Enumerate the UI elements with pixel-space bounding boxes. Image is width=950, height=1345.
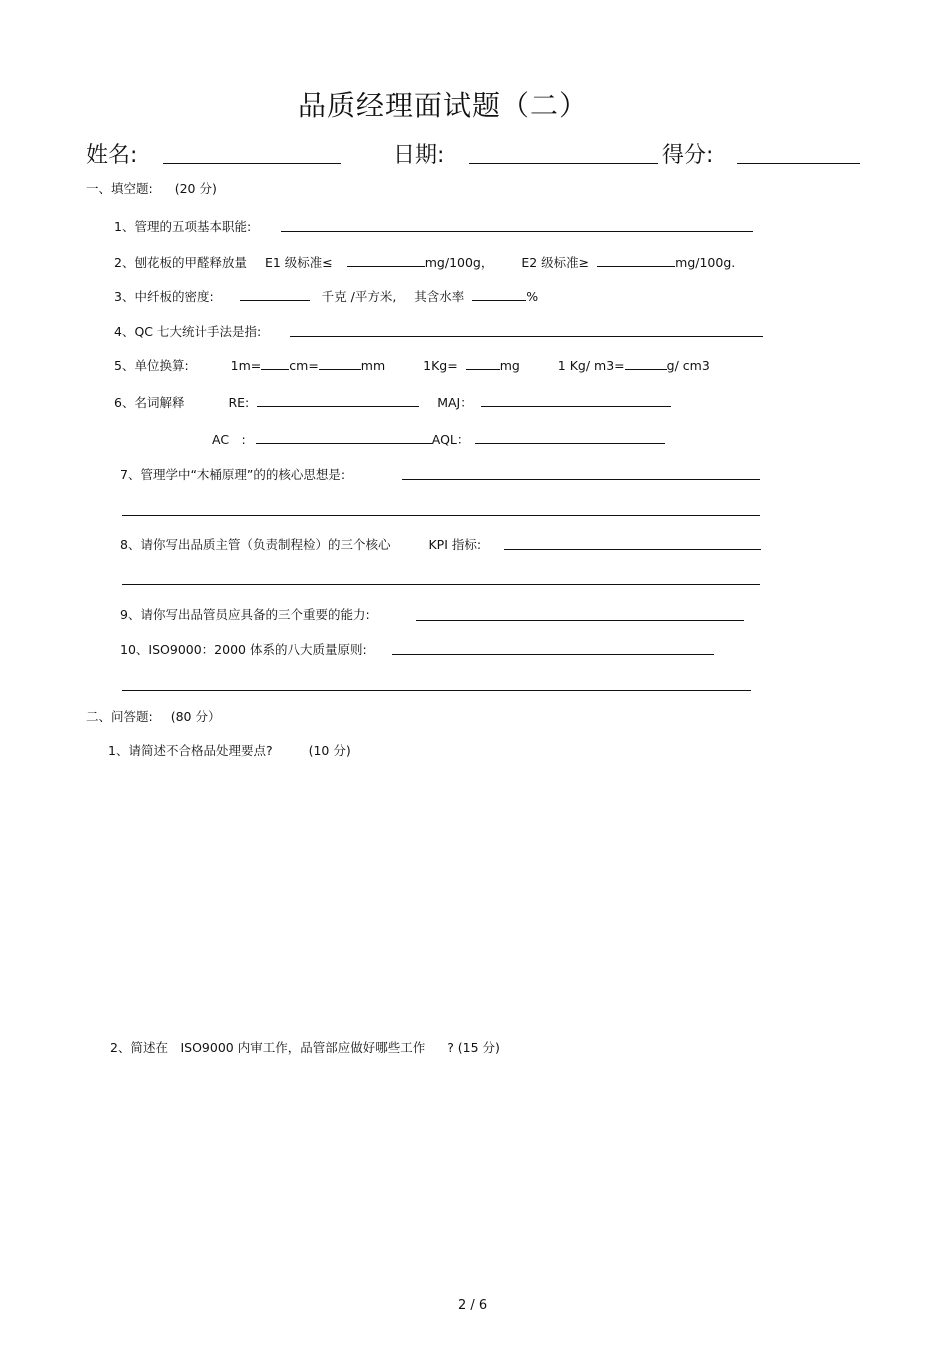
q3-moisture-blank[interactable] [472, 288, 526, 301]
question-1: 1、管理的五项基本职能: [114, 219, 252, 234]
q5-b: cm= [289, 358, 319, 373]
q6-aql-blank[interactable] [475, 431, 665, 444]
q2-e1: E1 级标准≤ [264, 255, 333, 270]
essay-answer-area-2[interactable] [108, 1064, 868, 1284]
answer-line-q10[interactable] [392, 654, 714, 655]
q6-aql: AQL： [431, 432, 470, 447]
answer-line-q4[interactable] [290, 336, 763, 337]
score-blank[interactable] [737, 163, 860, 164]
section2-title: 二、问答题: [86, 709, 153, 724]
q6-ac-blank[interactable] [256, 431, 432, 444]
q5-mg-blank[interactable] [466, 357, 500, 370]
section2-heading [86, 707, 220, 725]
q5-c: mm [360, 358, 386, 373]
q2-e2: E2 级标准≥ [521, 255, 590, 270]
q5-label: 5、单位换算: [114, 358, 189, 373]
q6-ac: AC : [212, 432, 246, 447]
name-label: 姓名: [86, 143, 138, 168]
q5-e: mg [499, 358, 520, 373]
answer-line-q8-2[interactable] [122, 584, 760, 585]
answer-line-q9[interactable] [416, 620, 744, 621]
question-10: 10、ISO9000：2000 体系的八大质量原则: [120, 642, 367, 657]
q5-f: 1 Kg/ m3= [557, 358, 625, 373]
question-8 [120, 535, 481, 553]
q6-re-blank[interactable] [257, 394, 419, 407]
answer-line-q8[interactable] [504, 549, 761, 550]
q6-maj: MAJ： [437, 395, 473, 410]
q8-text: 8、请你写出品质主管（负责制程检）的三个核心 [120, 537, 391, 552]
section1-title: 一、填空题: [86, 181, 153, 196]
q3-moisture: 其含水率 [414, 289, 465, 304]
answer-line-q7[interactable] [402, 479, 760, 480]
name-blank[interactable] [163, 163, 341, 164]
essay-answer-area-1[interactable] [108, 768, 868, 1018]
question-5 [114, 356, 710, 374]
q5-g: g/ cm3 [666, 358, 710, 373]
essay-q1-points: (10 分) [308, 743, 351, 758]
q5-d: 1Kg= [423, 358, 458, 373]
q5-gcm3-blank[interactable] [625, 357, 667, 370]
section2-points: (80 分） [170, 709, 221, 724]
q2-label: 2、刨花板的甲醛释放量 [114, 255, 247, 270]
q5-mm-blank[interactable] [319, 357, 361, 370]
q3-density-blank[interactable] [240, 288, 310, 301]
q3-percent: % [526, 289, 539, 304]
question-6 [114, 393, 671, 411]
essay-q2-points: ? (15 分) [447, 1040, 500, 1055]
q6-label: 6、名词解释 [114, 395, 185, 410]
essay-question-2 [110, 1038, 500, 1056]
q2-unit1: mg/100g， [424, 255, 494, 270]
essay-q1-text: 1、请简述不合格品处理要点? [108, 743, 273, 758]
q2-e1-blank[interactable] [347, 254, 425, 267]
q2-e2-blank[interactable] [597, 254, 675, 267]
score-label: 得分: [662, 143, 714, 168]
q5-cm-blank[interactable] [261, 357, 289, 370]
q3-label: 3、中纤板的密度: [114, 289, 214, 304]
section1-points: (20 分) [174, 181, 217, 196]
question-2 [114, 253, 735, 271]
page-number: 2 / 6 [458, 1298, 488, 1313]
q8-kpi: KPI 指标: [428, 537, 482, 552]
page-title: 品质经理面试题（二） [298, 89, 589, 122]
q6-maj-blank[interactable] [481, 394, 671, 407]
question-7: 7、管理学中“木桶原理”的的核心思想是: [120, 467, 346, 482]
question-4: 4、QC 七大统计手法是指: [114, 324, 262, 339]
q3-unit: 千克 /平方米, [321, 289, 397, 304]
q5-a: 1m= [230, 358, 262, 373]
essay-question-1 [108, 741, 351, 759]
question-6-row2 [212, 430, 665, 448]
section1-heading [86, 179, 217, 197]
answer-line-q7-2[interactable] [122, 515, 760, 516]
answer-line-q1[interactable] [281, 231, 753, 232]
q2-unit2: mg/100g. [675, 255, 736, 270]
date-label: 日期: [393, 143, 445, 168]
question-3 [114, 287, 538, 305]
question-9: 9、请你写出品管员应具备的三个重要的能力: [120, 607, 370, 622]
date-blank[interactable] [469, 163, 658, 164]
q6-re: RE: [228, 395, 250, 410]
answer-line-q10-2[interactable] [122, 690, 751, 691]
essay-q2-text: 2、简述在 ISO9000 内审工作，品管部应做好哪些工作 [110, 1040, 426, 1055]
